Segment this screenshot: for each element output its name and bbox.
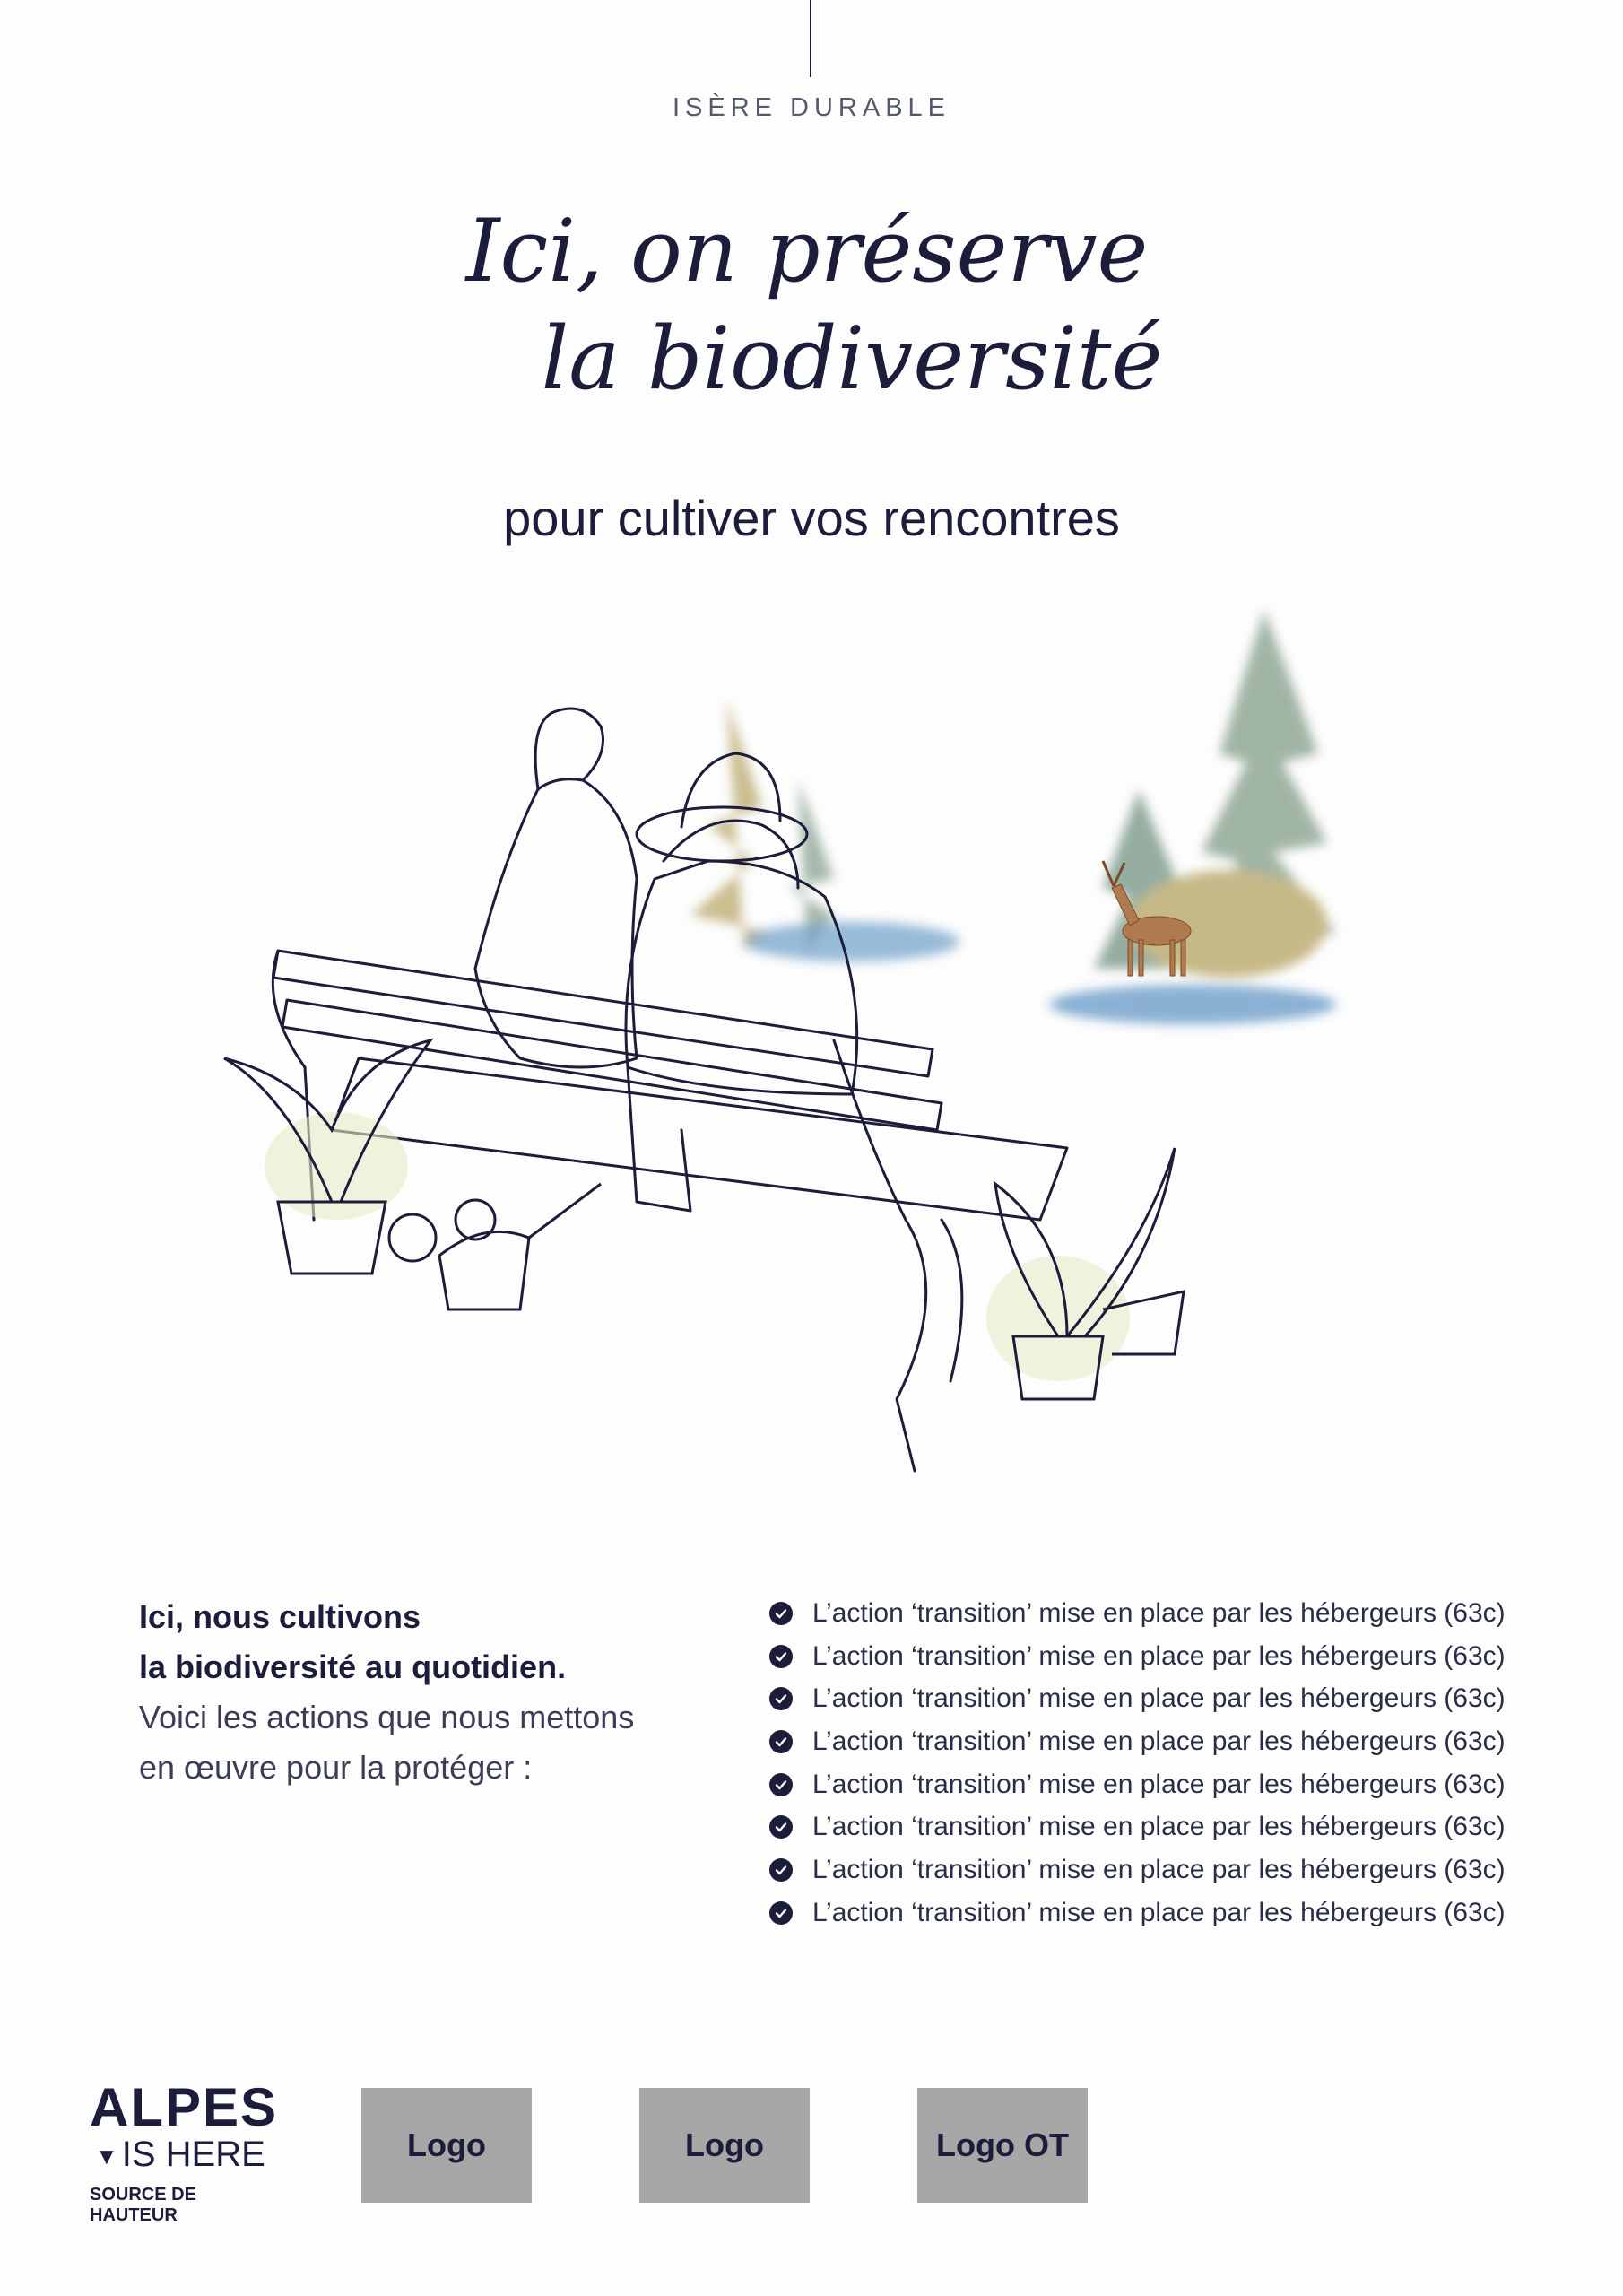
headline-line-1: Ici, on préserve xyxy=(465,201,1149,301)
brand-ishere-row xyxy=(95,2135,287,2176)
list-item xyxy=(769,1635,1506,1678)
check-circle-icon xyxy=(769,1815,793,1839)
arrow-down-icon: ▼ xyxy=(95,2143,118,2170)
action-text: L’action ‘transition’ mise en place par les hébergeurs (63c) xyxy=(812,1640,1506,1671)
brand-alpes: ALPES xyxy=(90,2077,279,2137)
action-text: L’action ‘transition’ mise en place par les hébergeurs (63c) xyxy=(812,1812,1506,1842)
list-item xyxy=(769,1805,1506,1848)
intro-bold-line-1: Ici, nous cultivons xyxy=(139,1598,421,1635)
action-text: L’action ‘transition’ mise en place par les hébergeurs (63c) xyxy=(812,1854,1506,1884)
headline-line-2: la biodiversité xyxy=(541,309,1163,409)
list-item xyxy=(769,1592,1506,1635)
check-circle-icon xyxy=(769,1773,793,1796)
brand-ishere: IS HERE xyxy=(121,2135,265,2174)
list-item xyxy=(769,1848,1506,1892)
subtitle: pour cultiver vos rencontres xyxy=(503,490,1120,546)
action-text: L’action ‘transition’ mise en place par les hébergeurs (63c) xyxy=(812,1726,1506,1756)
kicker: ISÈRE DURABLE xyxy=(672,93,951,122)
action-text: L’action ‘transition’ mise en place par les hébergeurs (63c) xyxy=(812,1597,1506,1628)
list-item xyxy=(769,1677,1506,1720)
top-divider xyxy=(810,0,812,77)
bench-line-art xyxy=(273,709,1067,1471)
logo-placeholder-2: Logo xyxy=(639,2088,810,2203)
list-item xyxy=(769,1720,1506,1763)
action-text: L’action ‘transition’ mise en place par les hébergeurs (63c) xyxy=(812,1769,1506,1799)
bench-illustration xyxy=(206,592,1426,1489)
list-item xyxy=(769,1892,1506,1935)
check-circle-icon xyxy=(769,1901,793,1925)
action-text: L’action ‘transition’ mise en place par les hébergeurs (63c) xyxy=(812,1897,1506,1927)
plant-right xyxy=(986,1148,1184,1399)
action-list xyxy=(769,1592,1506,1935)
alpes-is-here-logo xyxy=(90,2077,287,2226)
intro-bold-line-2: la biodiversité au quotidien. xyxy=(139,1648,567,1685)
check-circle-icon xyxy=(769,1730,793,1753)
list-item xyxy=(769,1763,1506,1806)
intro-line-4: en œuvre pour la protéger : xyxy=(139,1749,533,1786)
brand-tagline: SOURCE DE HAUTEUR xyxy=(90,2185,196,2226)
intro-text xyxy=(139,1592,695,1793)
watercolor-forest-right xyxy=(1049,610,1336,1024)
logo-placeholder-ot: Logo OT xyxy=(917,2088,1088,2203)
action-text: L’action ‘transition’ mise en place par les hébergeurs (63c) xyxy=(812,1683,1506,1714)
logo-placeholder-1: Logo xyxy=(361,2088,532,2203)
intro-line-3: Voici les actions que nous mettons xyxy=(139,1699,635,1735)
check-circle-icon xyxy=(769,1687,793,1710)
headline xyxy=(404,197,1211,413)
watercolor-trees-left xyxy=(690,700,959,961)
check-circle-icon xyxy=(769,1602,793,1625)
check-circle-icon xyxy=(769,1645,793,1668)
check-circle-icon xyxy=(769,1858,793,1882)
